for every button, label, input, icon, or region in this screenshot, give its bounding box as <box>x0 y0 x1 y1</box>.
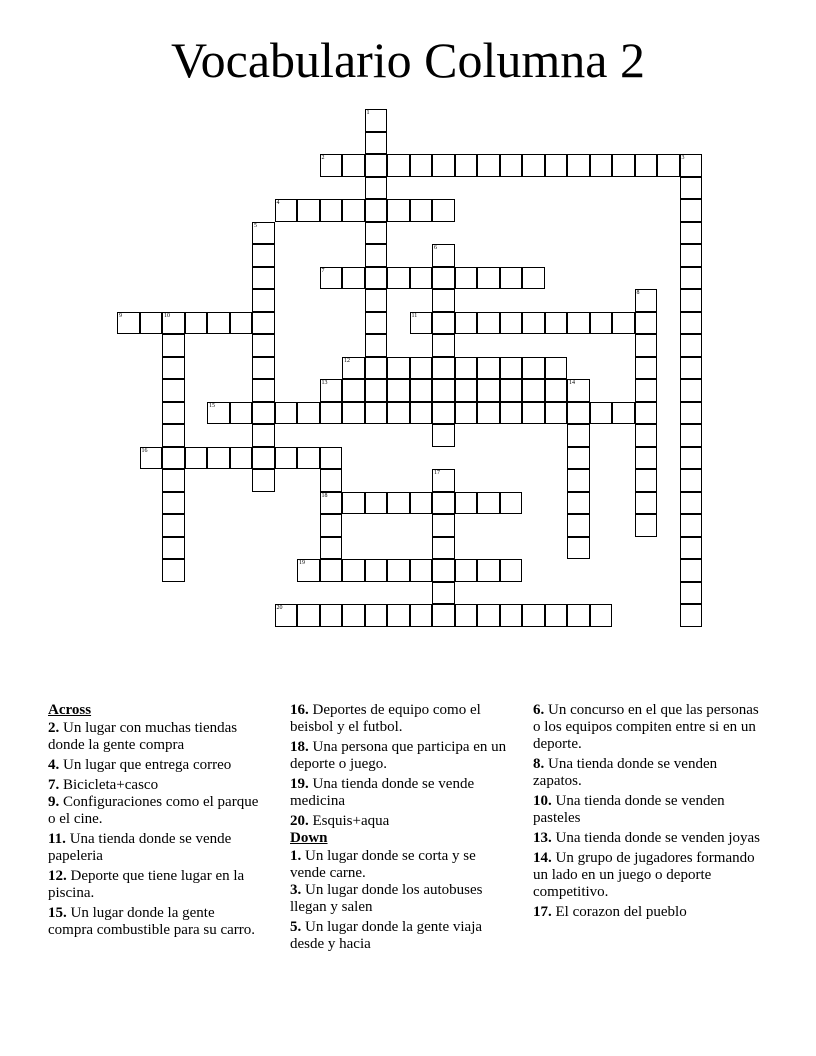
grid-cell[interactable] <box>455 267 478 290</box>
cell-number: 3 <box>681 155 685 161</box>
grid-cell[interactable] <box>342 379 365 402</box>
grid-cell[interactable] <box>230 402 253 425</box>
grid-cell[interactable] <box>545 379 568 402</box>
cell-number: 19 <box>299 560 305 566</box>
grid-cell[interactable] <box>365 289 388 312</box>
grid-cell[interactable] <box>207 447 230 470</box>
grid-cell[interactable] <box>342 604 365 627</box>
grid-cell[interactable] <box>680 424 703 447</box>
grid-cell[interactable] <box>567 604 590 627</box>
grid-cell[interactable] <box>545 312 568 335</box>
grid-cell[interactable] <box>230 312 253 335</box>
grid-cell[interactable] <box>432 582 455 605</box>
grid-cell[interactable] <box>365 604 388 627</box>
grid-cell[interactable] <box>635 402 658 425</box>
grid-cell[interactable] <box>252 289 275 312</box>
grid-cell[interactable] <box>185 447 208 470</box>
grid-cell[interactable] <box>252 379 275 402</box>
clue-down-13: 13. Una tienda donde se venden joyas <box>533 830 761 846</box>
grid-cell[interactable] <box>297 604 320 627</box>
grid-cell[interactable] <box>432 514 455 537</box>
grid-cell[interactable] <box>635 334 658 357</box>
grid-cell[interactable] <box>545 402 568 425</box>
grid-cell[interactable] <box>365 379 388 402</box>
grid-cell[interactable] <box>297 199 320 222</box>
cell-number: 13 <box>321 380 328 386</box>
clues-column-2 <box>290 702 515 956</box>
grid-cell[interactable] <box>320 402 343 425</box>
grid-cell[interactable] <box>635 469 658 492</box>
grid-cell[interactable] <box>432 357 455 380</box>
grid-cell[interactable] <box>635 289 658 312</box>
grid-cell[interactable] <box>162 537 185 560</box>
grid-cell[interactable] <box>432 199 455 222</box>
grid-cell[interactable] <box>680 267 703 290</box>
grid-cell[interactable] <box>410 379 433 402</box>
cell-number: 5 <box>254 222 257 229</box>
grid-cell[interactable] <box>455 604 478 627</box>
grid-cell[interactable] <box>680 154 703 177</box>
grid-cell[interactable] <box>567 469 590 492</box>
grid-cell[interactable] <box>432 154 455 177</box>
grid-cell[interactable] <box>477 492 500 515</box>
grid-cell[interactable] <box>365 154 388 177</box>
clue-down-3: 3. Un lugar donde los autobuses llegan y salen <box>290 882 483 915</box>
grid-cell[interactable] <box>432 289 455 312</box>
grid-cell[interactable] <box>320 447 343 470</box>
grid-cell[interactable] <box>140 312 163 335</box>
grid-cell[interactable] <box>432 469 455 492</box>
down-header: Down <box>290 830 328 846</box>
clue-across-19: 19. Una tienda donde se vende medicina <box>290 776 475 809</box>
cell-number: 12 <box>344 357 350 364</box>
grid-cell[interactable] <box>162 334 185 357</box>
grid-cell[interactable] <box>387 492 410 515</box>
grid-cell[interactable] <box>365 222 388 245</box>
grid-cell[interactable] <box>522 379 545 402</box>
grid-cell[interactable] <box>590 402 613 425</box>
grid-cell[interactable] <box>252 244 275 267</box>
grid-cell[interactable] <box>365 492 388 515</box>
puzzle-title: Vocabulario Columna 2 <box>171 32 645 88</box>
grid-cell[interactable] <box>162 357 185 380</box>
clue-down-10: 10. Una tienda donde se venden pasteles <box>533 793 725 826</box>
grid-cell[interactable] <box>320 469 343 492</box>
cell-number: 6 <box>434 245 437 251</box>
grid-cell[interactable] <box>162 514 185 537</box>
grid-cell[interactable] <box>567 514 590 537</box>
grid-cell[interactable] <box>500 402 523 425</box>
grid-cell[interactable] <box>500 604 523 627</box>
grid-cell[interactable] <box>252 447 275 470</box>
grid-cell[interactable] <box>162 469 185 492</box>
cell-number: 2 <box>321 155 325 161</box>
grid-cell[interactable] <box>342 357 365 380</box>
grid-cell[interactable] <box>252 312 275 335</box>
grid-cell[interactable] <box>162 559 185 582</box>
grid-cell[interactable] <box>680 334 703 357</box>
grid-cell[interactable] <box>410 267 433 290</box>
grid-cell[interactable] <box>252 402 275 425</box>
grid-cell[interactable] <box>455 379 478 402</box>
cell-number: 4 <box>276 200 280 206</box>
grid-cell[interactable] <box>612 154 635 177</box>
grid-cell[interactable] <box>275 604 298 627</box>
clues-column-3 <box>533 702 763 924</box>
grid-cell[interactable] <box>387 267 410 290</box>
clues-column-1 <box>48 702 263 942</box>
grid-cell[interactable] <box>477 604 500 627</box>
clue-across-7: 7. Bicicleta+casco <box>48 777 159 793</box>
grid-cell[interactable] <box>387 357 410 380</box>
clue-across-4: 4. Un lugar que entrega correo <box>48 757 232 773</box>
cell-number: 9 <box>119 312 122 319</box>
grid-cell[interactable] <box>522 604 545 627</box>
grid-cell[interactable] <box>140 447 163 470</box>
grid-cell[interactable] <box>567 312 590 335</box>
grid-cell[interactable] <box>680 559 703 582</box>
grid-cell[interactable] <box>432 267 455 290</box>
grid-cell[interactable] <box>387 604 410 627</box>
grid-cell[interactable] <box>567 492 590 515</box>
cell-number: 11 <box>411 312 418 319</box>
grid-cell[interactable] <box>567 154 590 177</box>
grid-cell[interactable] <box>635 154 658 177</box>
grid-cell[interactable] <box>162 402 185 425</box>
grid-cell[interactable] <box>590 154 613 177</box>
grid-cell[interactable] <box>320 514 343 537</box>
grid-cell[interactable] <box>432 334 455 357</box>
clue-down-8: 8. Una tienda donde se venden zapatos. <box>533 756 718 789</box>
grid-cell[interactable] <box>635 379 658 402</box>
grid-cell[interactable] <box>680 492 703 515</box>
clue-across-16: 16. Deportes de equipo como el beisbol y el futbol. <box>290 702 481 735</box>
grid-cell[interactable] <box>252 357 275 380</box>
across-header: Across <box>48 702 92 718</box>
grid-cell[interactable] <box>207 402 230 425</box>
grid-cell[interactable] <box>320 154 343 177</box>
cell-number: 15 <box>209 402 215 409</box>
clue-across-15: 15. Un lugar donde la gente compra combustible para su carro. <box>48 905 256 938</box>
grid-cell[interactable] <box>342 199 365 222</box>
grid-cell[interactable] <box>567 447 590 470</box>
grid-cell[interactable] <box>432 424 455 447</box>
grid-cell[interactable] <box>342 154 365 177</box>
grid-cell[interactable] <box>365 109 388 132</box>
grid-cell[interactable] <box>365 267 388 290</box>
grid-cell[interactable] <box>365 244 388 267</box>
grid-cell[interactable] <box>410 154 433 177</box>
cell-number: 8 <box>636 290 640 296</box>
grid-cell[interactable] <box>297 447 320 470</box>
grid-cell[interactable] <box>680 312 703 335</box>
grid-cell[interactable] <box>680 357 703 380</box>
grid-cell[interactable] <box>432 312 455 335</box>
grid-cell[interactable] <box>680 199 703 222</box>
grid-cell[interactable] <box>432 537 455 560</box>
clue-down-1: 1. Un lugar donde se corta y se vende carne. <box>290 848 476 881</box>
grid-cell[interactable] <box>252 222 275 245</box>
grid-cell[interactable] <box>275 402 298 425</box>
grid-cell[interactable] <box>680 402 703 425</box>
cell-number: 14 <box>569 380 575 386</box>
cell-number: 18 <box>321 492 328 499</box>
clue-across-18: 18. Una persona que participa en un deporte o juego. <box>290 739 507 772</box>
grid-cell[interactable] <box>500 312 523 335</box>
grid-cell[interactable] <box>365 177 388 200</box>
clue-down-6: 6. Un concurso en el que las personas o los equipos compiten entre si en un deporte. <box>533 702 759 752</box>
grid-cell[interactable] <box>162 424 185 447</box>
clue-down-14: 14. Un grupo de jugadores formando un lado en un juego o deporte competitivo. <box>533 850 755 900</box>
grid-cell[interactable] <box>432 379 455 402</box>
grid-cell[interactable] <box>680 244 703 267</box>
grid-cell[interactable] <box>365 132 388 155</box>
grid-cell[interactable] <box>477 154 500 177</box>
grid-cell[interactable] <box>365 312 388 335</box>
grid-cell[interactable] <box>365 402 388 425</box>
grid-cell[interactable] <box>522 154 545 177</box>
clue-across-20: 20. Esquis+aqua <box>290 813 390 829</box>
grid-cell[interactable] <box>612 402 635 425</box>
cell-number: 7 <box>321 267 325 274</box>
clue-down-5: 5. Un lugar donde la gente viaja desde y hacia <box>290 919 483 952</box>
grid-cell[interactable] <box>252 267 275 290</box>
grid-cell[interactable] <box>455 559 478 582</box>
grid-cell[interactable] <box>365 199 388 222</box>
grid-cell[interactable] <box>252 469 275 492</box>
grid-cell[interactable] <box>635 424 658 447</box>
grid-cell[interactable] <box>365 357 388 380</box>
grid-cell[interactable] <box>477 357 500 380</box>
grid-cell[interactable] <box>320 379 343 402</box>
grid-cell[interactable] <box>162 447 185 470</box>
grid-cell[interactable] <box>522 402 545 425</box>
grid-cell[interactable] <box>635 447 658 470</box>
grid-cell[interactable] <box>680 582 703 605</box>
grid-cell[interactable] <box>477 379 500 402</box>
clue-across-2: 2. Un lugar con muchas tiendas donde la gente compra <box>48 720 238 753</box>
grid-cell[interactable] <box>162 312 185 335</box>
grid-cell[interactable] <box>320 559 343 582</box>
grid-cell[interactable] <box>567 379 590 402</box>
cell-number: 1 <box>366 110 370 116</box>
grid-cell[interactable] <box>387 559 410 582</box>
grid-cell[interactable] <box>432 492 455 515</box>
grid-cell[interactable] <box>432 559 455 582</box>
grid-cell[interactable] <box>500 357 523 380</box>
grid-cell[interactable] <box>410 492 433 515</box>
grid-cell[interactable] <box>567 402 590 425</box>
grid-cell[interactable] <box>365 334 388 357</box>
grid-cell[interactable] <box>477 559 500 582</box>
grid-cell[interactable] <box>320 537 343 560</box>
grid-cell[interactable] <box>252 424 275 447</box>
grid-cell[interactable] <box>162 379 185 402</box>
grid-cell[interactable] <box>680 289 703 312</box>
grid-cell[interactable] <box>410 402 433 425</box>
grid-cell[interactable] <box>320 199 343 222</box>
grid-cell[interactable] <box>320 604 343 627</box>
grid-cell[interactable] <box>522 312 545 335</box>
grid-cell[interactable] <box>680 604 703 627</box>
grid-cell[interactable] <box>252 334 275 357</box>
clue-across-9: 9. Configuraciones como el parque o el cine. <box>48 794 259 827</box>
grid-cell[interactable] <box>342 492 365 515</box>
grid-cell[interactable] <box>680 222 703 245</box>
clue-down-17: 17. El corazon del pueblo <box>533 904 687 920</box>
grid-cell[interactable] <box>432 604 455 627</box>
grid-cell[interactable] <box>342 267 365 290</box>
grid-cell[interactable] <box>477 402 500 425</box>
grid-cell[interactable] <box>207 312 230 335</box>
grid-cell[interactable] <box>500 154 523 177</box>
grid-cell[interactable] <box>567 424 590 447</box>
grid-cell[interactable] <box>342 402 365 425</box>
grid-cell[interactable] <box>590 604 613 627</box>
grid-cell[interactable] <box>590 312 613 335</box>
grid-cell[interactable] <box>522 267 545 290</box>
grid-cell[interactable] <box>680 514 703 537</box>
grid-cell[interactable] <box>297 559 320 582</box>
grid-cell[interactable] <box>635 492 658 515</box>
grid-cell[interactable] <box>275 447 298 470</box>
grid-cell[interactable] <box>455 312 478 335</box>
grid-cell[interactable] <box>342 559 365 582</box>
grid-cell[interactable] <box>500 492 523 515</box>
grid-cell[interactable] <box>297 402 320 425</box>
grid-cell[interactable] <box>657 154 680 177</box>
grid-cell[interactable] <box>410 559 433 582</box>
grid-cell[interactable] <box>680 379 703 402</box>
grid-cell[interactable] <box>387 154 410 177</box>
clue-across-11: 11. Una tienda donde se vende papeleria <box>48 831 232 864</box>
grid-cell[interactable] <box>320 492 343 515</box>
grid-cell[interactable] <box>230 447 253 470</box>
grid-cell[interactable] <box>545 154 568 177</box>
grid-cell[interactable] <box>117 312 140 335</box>
grid-cell[interactable] <box>410 604 433 627</box>
cell-number: 10 <box>164 312 170 319</box>
cell-number: 20 <box>276 605 283 611</box>
grid-cell[interactable] <box>410 312 433 335</box>
clue-across-12: 12. Deporte que tiene lugar en la piscina. <box>48 868 245 901</box>
grid-cell[interactable] <box>635 312 658 335</box>
grid-cell[interactable] <box>387 379 410 402</box>
grid-cell[interactable] <box>680 537 703 560</box>
grid-cell[interactable] <box>635 357 658 380</box>
grid-cell[interactable] <box>275 199 298 222</box>
grid-cell[interactable] <box>612 312 635 335</box>
grid-cell[interactable] <box>320 267 343 290</box>
grid-cell[interactable] <box>680 447 703 470</box>
grid-cell[interactable] <box>410 199 433 222</box>
grid-cell[interactable] <box>432 244 455 267</box>
grid-cell[interactable] <box>522 357 545 380</box>
grid-cell[interactable] <box>545 604 568 627</box>
grid-cell[interactable] <box>432 402 455 425</box>
grid-cell[interactable] <box>567 537 590 560</box>
grid-cell[interactable] <box>455 357 478 380</box>
grid-cell[interactable] <box>477 312 500 335</box>
grid-cell[interactable] <box>680 469 703 492</box>
grid-cell[interactable] <box>410 357 433 380</box>
grid-cell[interactable] <box>365 559 388 582</box>
grid-cell[interactable] <box>455 154 478 177</box>
cell-number: 16 <box>141 447 148 454</box>
grid-cell[interactable] <box>500 379 523 402</box>
grid-cell[interactable] <box>455 402 478 425</box>
grid-cell[interactable] <box>545 357 568 380</box>
grid-cell[interactable] <box>387 199 410 222</box>
grid-cell[interactable] <box>500 559 523 582</box>
grid-cell[interactable] <box>162 492 185 515</box>
grid-cell[interactable] <box>477 267 500 290</box>
cell-number: 17 <box>434 470 440 476</box>
grid-cell[interactable] <box>680 177 703 200</box>
grid-cell[interactable] <box>500 267 523 290</box>
grid-cell[interactable] <box>185 312 208 335</box>
grid-cell[interactable] <box>455 492 478 515</box>
grid-cell[interactable] <box>635 514 658 537</box>
grid-cell[interactable] <box>387 402 410 425</box>
